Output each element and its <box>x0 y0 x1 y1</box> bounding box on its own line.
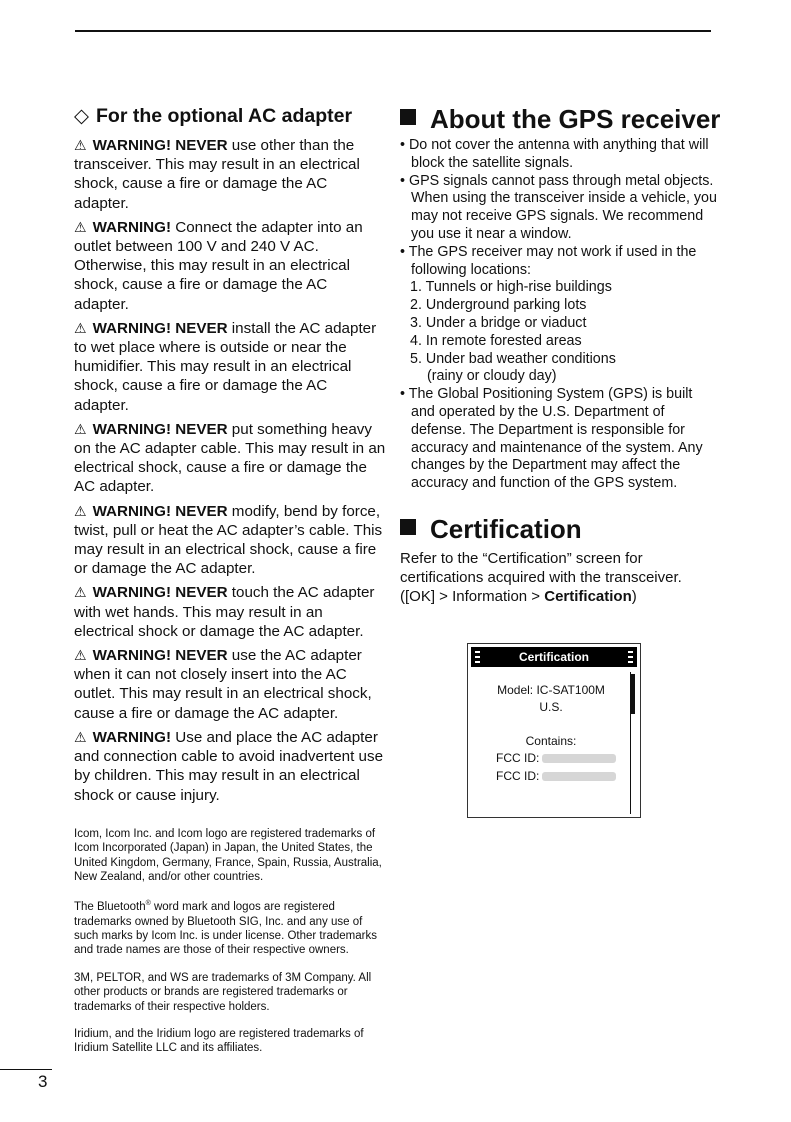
screen-content <box>474 682 628 786</box>
footer-rule <box>0 1069 52 1070</box>
warning-paragraph: ⚠ WARNING! Connect the adapter into an outlet between 100 V and 240 V AC. Otherwise, this may result in an electrical shock, cause a fire or damage the AC adapter. <box>74 218 363 313</box>
warning-paragraph: ⚠ WARNING! NEVER modify, bend by force, twist, pull or heat the AC adapter’s cable. This may result in an electrical shock, cause a fire or damage the AC adapter. <box>74 502 383 578</box>
menu-icon[interactable] <box>475 651 480 663</box>
gps-bullet: • The GPS receiver may not work if used in the following locations: <box>400 243 697 278</box>
warning-paragraph: ⚠ WARNING! NEVER use the AC adapter when it can not closely insert into the AC outlet. This may result in an electrical shock, cause a fire or damage the AC adapter. <box>74 647 372 722</box>
warning-triangle-icon: ⚠ <box>74 137 87 153</box>
warning-paragraph: ⚠ WARNING! NEVER put something heavy on the AC adapter cable. This may result in an electrical shock, cause a fire or damage the AC adapter. <box>74 420 386 496</box>
warning-triangle-icon: ⚠ <box>74 218 87 235</box>
left-column <box>74 103 386 1069</box>
list-item-note: (rainy or cloudy day) <box>427 368 557 385</box>
warning-paragraph: ⚠ WARNING! NEVER touch the AC adapter with wet hands. This may result in an electrical shock or damage the AC adapter. <box>74 584 375 640</box>
fcc-id-row: FCC ID: <box>474 750 628 768</box>
warning-triangle-icon: ⚠ <box>74 319 87 336</box>
warning-triangle-icon: ⚠ <box>74 584 87 601</box>
menu-icon[interactable] <box>628 651 633 663</box>
region-label: U.S. <box>539 700 563 714</box>
warning-triangle-icon: ⚠ <box>74 502 87 519</box>
3m-trademark: 3M, PELTOR, and WS are trademarks of 3M Company. All other products or brands are registered trademarks or trademarks of their respective holders. <box>74 971 372 1013</box>
list-item: 1. Tunnels or high-rise buildings <box>410 279 612 296</box>
certification-heading: Certification <box>400 513 718 545</box>
ac-adapter-heading: ◇ For the optional AC adapter <box>74 105 353 127</box>
page-number: 3 <box>38 1072 48 1091</box>
contains-label: Contains: <box>525 734 577 748</box>
certification-screen <box>467 643 641 818</box>
screen-title: Certification <box>518 650 589 664</box>
gps-heading: About the GPS receiver <box>400 103 718 135</box>
right-column <box>400 103 721 606</box>
model-label: Model: IC-SAT100M <box>497 683 605 697</box>
gps-bullet: • GPS signals cannot pass through metal objects. When using the transceiver inside a vehicle, you may not receive GPS signals. We recommend you use it near a window. <box>400 172 717 242</box>
warning-triangle-icon: ⚠ <box>74 420 87 437</box>
square-bullet-icon <box>400 519 416 535</box>
scrollbar-thumb[interactable] <box>630 674 635 714</box>
bluetooth-trademark: The Bluetooth® word mark and logos are registered trademarks owned by Bluetooth SIG, Inc. and any use of such marks by Icom Inc. is under license. Other trademarks and trade names are those of their respective owners. <box>74 900 377 957</box>
blurred-fcc-id <box>542 754 616 763</box>
warning-paragraph: ⚠ WARNING! NEVER use other than the transceiver. This may result in an electrical shock, cause a fire or damage the AC adapter. <box>74 137 360 212</box>
warning-paragraph: ⚠ WARNING! Use and place the AC adapter and connection cable to avoid inadvertent use by children. This may result in an electrical shock or cause injury. <box>74 728 384 804</box>
list-item: 5. Under bad weather conditions <box>410 350 616 367</box>
location-list <box>400 279 718 386</box>
gps-bullet: • Do not cover the antenna with anything that will block the satellite signals. <box>400 137 709 171</box>
warning-triangle-icon: ⚠ <box>74 647 87 664</box>
list-item: 2. Underground parking lots <box>410 297 587 314</box>
iridium-trademark: Iridium, and the Iridium logo are registered trademarks of Iridium Satellite LLC and its affiliates. <box>74 1028 364 1055</box>
warning-triangle-icon: ⚠ <box>74 728 87 745</box>
header-rule <box>75 30 711 32</box>
certification-text: Refer to the “Certification” screen for certifications acquired with the transceiver. ([OK] > Information > Certification) <box>400 549 682 605</box>
diamond-icon: ◇ <box>74 105 89 127</box>
fcc-id-row: FCC ID: <box>474 768 628 786</box>
list-item: 3. Under a bridge or viaduct <box>410 314 587 331</box>
trademark-notices <box>74 827 386 1056</box>
blurred-fcc-id <box>542 772 616 781</box>
icom-trademark: Icom, Icom Inc. and Icom logo are registered trademarks of Icom Incorporated (Japan) in Japan, the United States, the United Kingdom, Germany, France, Spain, Russia, Australia, New Zealand, and/or other countries. <box>74 827 382 883</box>
screen-title-bar <box>471 647 637 667</box>
list-item: 4. In remote forested areas <box>410 332 582 349</box>
warning-paragraph: ⚠ WARNING! NEVER install the AC adapter to wet place where is outside or near the humidifier. This may result in an electrical shock, cause a fire or damage the AC adapter. <box>74 319 377 414</box>
square-bullet-icon <box>400 109 416 125</box>
gps-bullet: • The Global Positioning System (GPS) is built and operated by the U.S. Department of defense. The Department is responsible for accuracy and maintenance of the system. Any changes by the Department may affect the accuracy and function of the GPS system. <box>400 386 703 492</box>
